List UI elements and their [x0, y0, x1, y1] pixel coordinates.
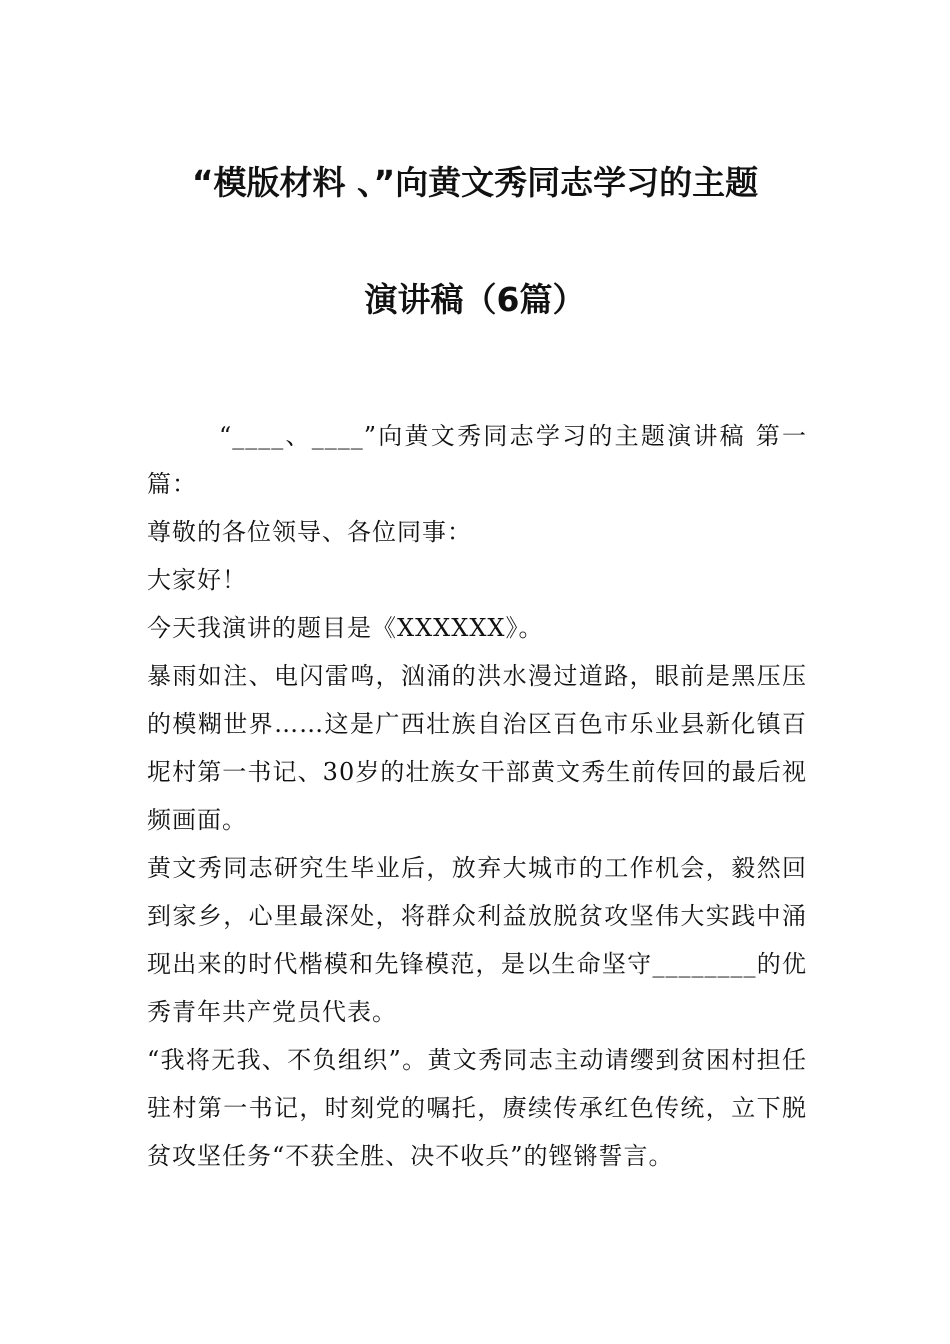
- paragraph-salutation: 尊敬的各位领导、各位同事：: [147, 518, 472, 546]
- paragraph-body: “我将无我、不负组织”。黄文秀同志主动请缨到贫困村担任驻村第一书记，时刻党的嘱托，赓续传承红色传统，立下脱贫攻坚任务“不获全胜、决不收兵”的铿锵誓言。: [147, 1046, 807, 1170]
- document-body: [147, 412, 807, 1180]
- paragraph-heading: “____、____”向黄文秀同志学习的主题演讲稿 第一篇：: [147, 422, 807, 498]
- paragraph-body: 暴雨如注、电闪雷鸣，汹涌的洪水漫过道路，眼前是黑压压的模糊世界……这是广西壮族自治区百色市乐业县新化镇百坭村第一书记、30岁的壮族女干部黄文秀生前传回的最后视频画面。: [147, 662, 807, 834]
- paragraph-topic: 今天我演讲的题目是《XXXXXX》。: [147, 614, 544, 642]
- document-title-line-1: “模版材料 、”向黄文秀同志学习的主题: [191, 163, 759, 202]
- paragraph-body: 黄文秀同志研究生毕业后，放弃大城市的工作机会，毅然回到家乡，心里最深处，将群众利益放脱贫攻坚伟大实践中涌现出来的时代楷模和先锋模范，是以生命坚守________的优秀青年共产党员代表。: [147, 854, 807, 1026]
- document-title-line-2: 演讲稿（6篇）: [364, 280, 586, 319]
- paragraph-greeting: 大家好！: [147, 566, 247, 594]
